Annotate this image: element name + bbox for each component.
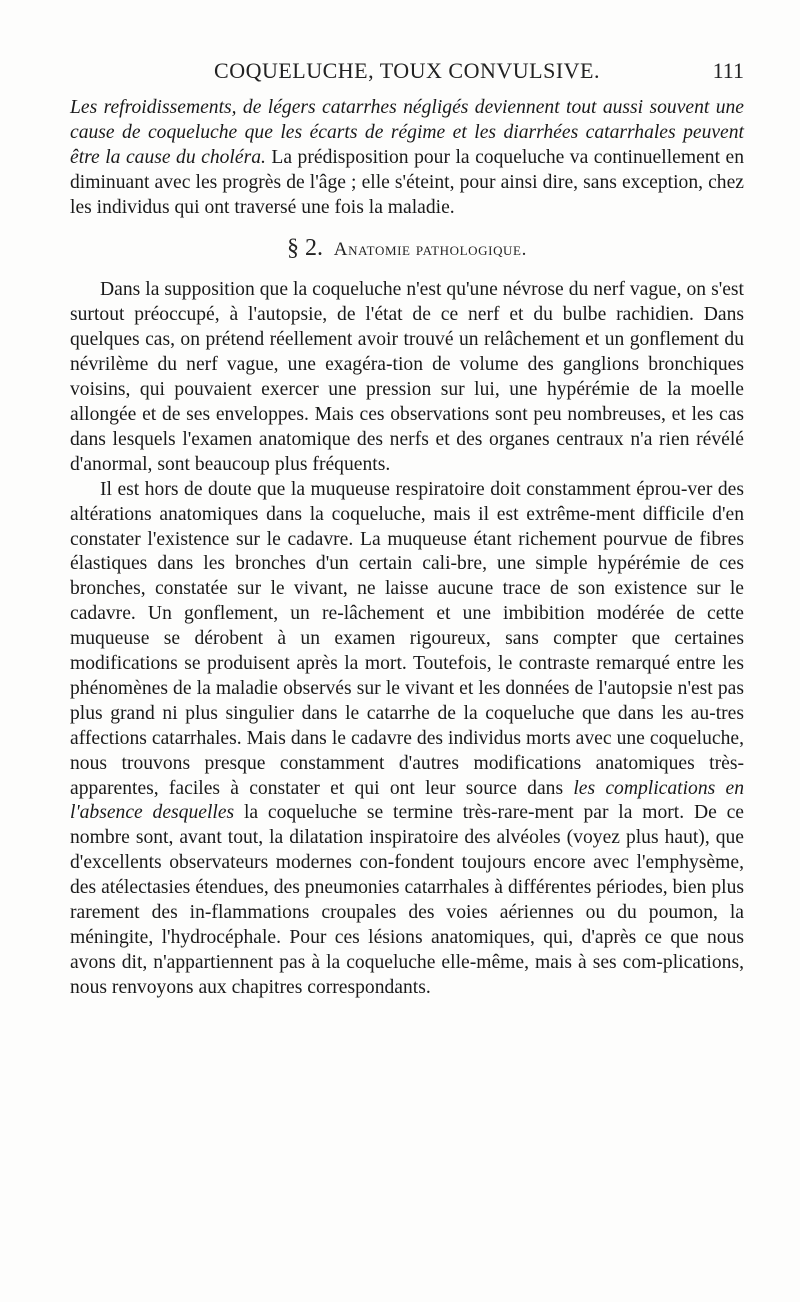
body-text xyxy=(70,96,744,1001)
running-head xyxy=(70,58,744,88)
paragraph-1 xyxy=(70,96,744,221)
paragraph-3-italic: les complications en l'absence desquelles xyxy=(70,777,744,824)
section-heading xyxy=(70,236,744,263)
section-mark: § 2. xyxy=(287,234,324,261)
paragraph-3-text-start: Il est hors de doute que la muqueuse respiratoire doit constamment éprou-ver des altérations anatomiques dans la coqueluche, mais il est extrême-ment difficile d'en constater l'existence sur le cadavre. La muqueuse étant richement pourvue de fibres élastiques dans les bronches d'un certain cali-bre, une simple hypérémie de ces bronches, constatée sur le vivant, ne laisse aucune trace de son existence sur le cadavre. Un gonflement, un re-lâchement et une imbibition modérée de cette muqueuse se dérobent à un examen rigoureux, sans compter que certaines modifications se produisent après la mort. Toutefois, le contraste remarqué entre les phénomènes de la maladie observés sur le vivant et les données de l'autopsie n'est pas plus grand ni plus singulier dans le catarrhe de la coqueluche que dans les au-tres affections catarrhales. Mais dans le cadavre des individus morts avec une coqueluche, nous trouvons presque constamment d'autres modifications anatomiques très-apparentes, faciles à constater et qui ont leur source dans xyxy=(70,478,744,799)
paragraph-2: Dans la supposition que la coqueluche n'est qu'une névrose du nerf vague, on s'est surtout préoccupé, à l'autopsie, de l'état de ce nerf et du bulbe rachidien. Dans quelques cas, on prétend réellement avoir trouvé un relâchement et un gonflement du névrilème du nerf vague, une exagéra-tion de volume des ganglions bronchiques voisins, qui pouvaient exercer une pression sur lui, une hypérémie de la moelle allongée et de ses enveloppes. Mais ces observations sont peu nombreuses, et les cas dans lesquels l'examen anatomique des nerfs et des organes centraux n'a rien révélé d'anormal, sont beaucoup plus fréquents. xyxy=(70,279,744,475)
paragraph-3 xyxy=(70,478,744,1001)
running-head-title: COQUELUCHE, TOUX CONVULSIVE. xyxy=(214,58,600,83)
page-number: 111 xyxy=(712,58,744,83)
paragraph-1-text: La prédisposition pour la coqueluche va continuellement en diminuant avec les progrès de l'âge ; elle s'éteint, pour ainsi dire, sans exception, chez les individus qui ont traversé une fois la maladie. xyxy=(70,146,745,218)
paragraph-1-italic: Les refroidissements, de légers catarrhes négligés deviennent tout aussi souvent une cause de coqueluche que les écarts de régime et les diarrhées catarrhales peuvent être la cause du choléra. xyxy=(70,97,744,168)
paragraph-3-text-end: la coqueluche se termine très-rare-ment par la mort. De ce nombre sont, avant tout, la dilatation inspiratoire des alvéoles (voyez plus haut), que d'excellents observateurs modernes con-fondent toujours encore avec l'emphysème, des atélectasies étendues, des pneumonies catarrhales à différentes périodes, bien plus rarement des in-flammations croupales des voies aériennes ou du poumon, la méningite, l'hydrocéphale. Pour ces lésions anatomiques, qui, d'après ce que nous avons dit, n'appartiennent pas à la coqueluche elle-même, mais à ses com-plications, nous renvoyons aux chapitres correspondants. xyxy=(70,802,744,998)
section-title: Anatomie pathologique. xyxy=(333,238,527,260)
